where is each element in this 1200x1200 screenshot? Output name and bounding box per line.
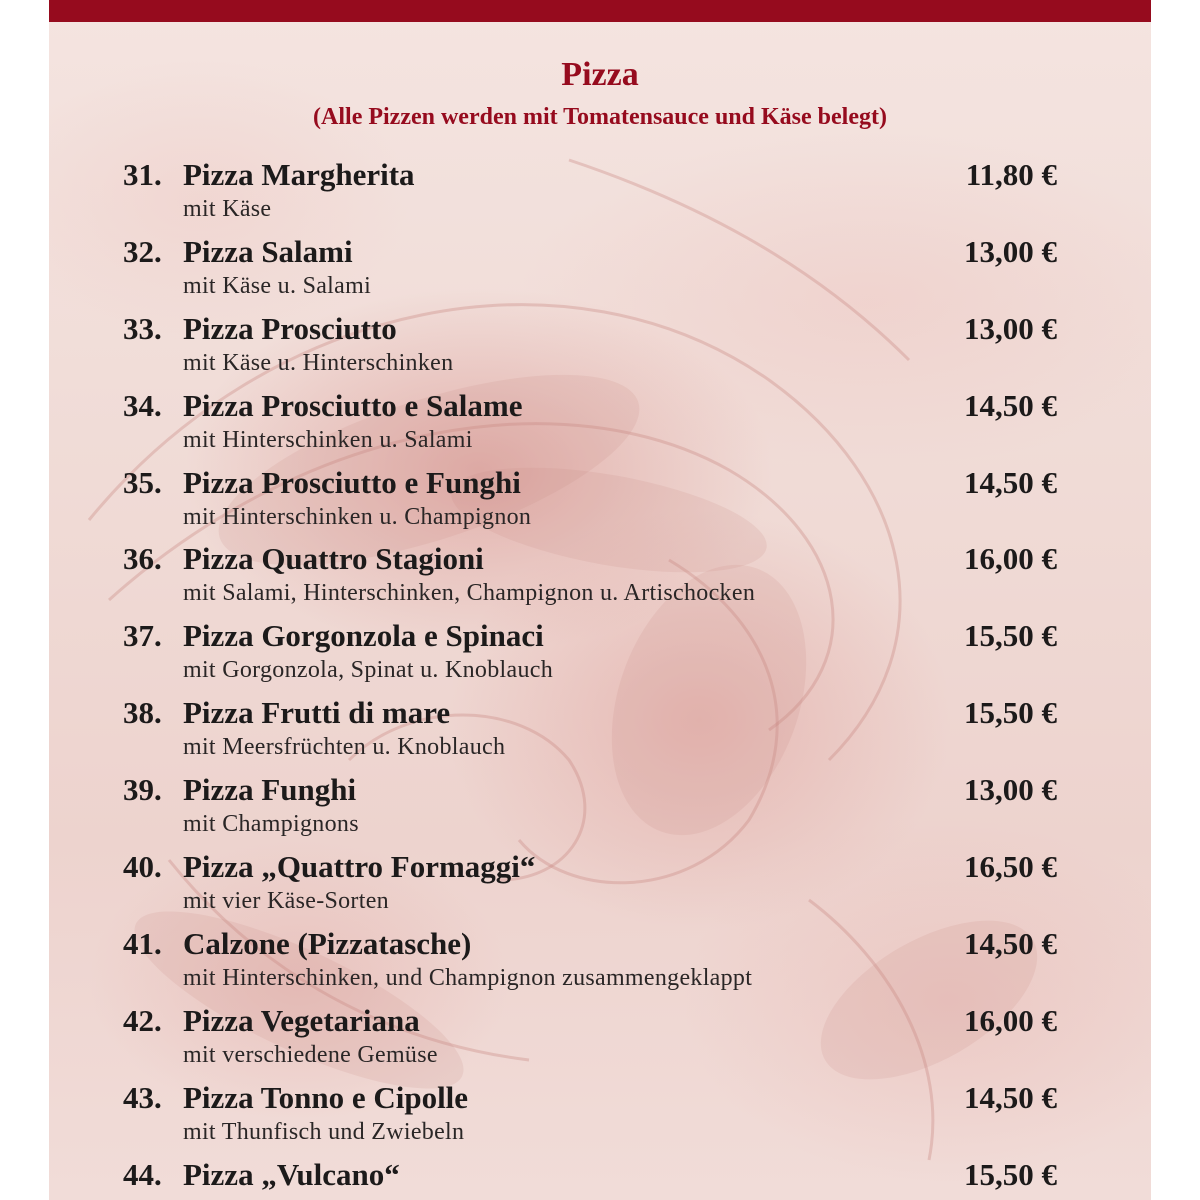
item-name: Pizza Funghi <box>183 772 357 808</box>
item-number: 33. <box>123 310 162 346</box>
item-description: mit verschiedene Gemüse <box>183 1041 438 1068</box>
menu-item <box>49 231 1151 308</box>
item-name: Pizza Prosciutto <box>183 310 397 346</box>
menu-item <box>49 538 1151 615</box>
item-number: 38. <box>123 695 162 731</box>
item-number: 39. <box>123 772 162 808</box>
item-description: mit Gorgonzola, Spinat u. Knoblauch <box>183 657 554 684</box>
menu-item-list <box>49 154 1151 1200</box>
menu-item <box>49 1077 1151 1154</box>
menu-item <box>49 308 1151 385</box>
item-number: 44. <box>123 1156 162 1192</box>
item-name: Pizza Quattro Stagioni <box>183 541 484 577</box>
item-price: 16,00 € <box>964 541 1057 577</box>
item-price: 14,50 € <box>964 464 1057 500</box>
item-name: Pizza Frutti di mare <box>183 695 451 731</box>
item-price: 15,50 € <box>964 1156 1057 1192</box>
menu-subtitle: (Alle Pizzen werden mit Tomatensauce und Käse belegt) <box>313 104 887 130</box>
item-number: 41. <box>123 925 162 961</box>
item-name: Pizza Prosciutto e Salame <box>183 387 523 423</box>
item-number: 40. <box>123 849 162 885</box>
item-description: mit Käse u. Salami <box>183 272 372 299</box>
item-name: Pizza Gorgonzola e Spinaci <box>183 618 544 654</box>
item-number: 35. <box>123 464 162 500</box>
item-name: Pizza Margherita <box>183 157 415 192</box>
item-price: 14,50 € <box>964 925 1057 961</box>
item-description: mit vier Käse-Sorten <box>183 888 389 915</box>
item-number: 36. <box>123 541 162 577</box>
menu-item <box>49 692 1151 769</box>
menu-item <box>49 154 1151 231</box>
menu-item <box>49 923 1151 1000</box>
item-price: 14,50 € <box>964 1079 1057 1115</box>
item-number: 42. <box>123 1002 162 1038</box>
item-price: 13,00 € <box>964 310 1057 346</box>
item-name: Pizza „Vulcano“ <box>183 1156 400 1192</box>
item-description: mit Hinterschinken, und Champignon zusammengeklappt <box>183 964 753 991</box>
item-description: mit Käse <box>183 196 272 222</box>
item-price: 15,50 € <box>964 618 1057 654</box>
item-description: mit Hinterschinken u. Salami <box>183 426 473 453</box>
item-name: Pizza Tonno e Cipolle <box>183 1079 469 1115</box>
item-number: 32. <box>123 233 162 269</box>
item-name: Calzone (Pizzatasche) <box>183 925 472 961</box>
item-description: mit Thunfisch und Zwiebeln <box>183 1118 465 1145</box>
item-description: mit Meersfrüchten u. Knoblauch <box>183 734 506 761</box>
item-description: mit Käse u. Hinterschinken <box>183 349 454 376</box>
menu-item <box>49 769 1151 846</box>
item-number: 43. <box>123 1079 162 1115</box>
item-name: Pizza Prosciutto e Funghi <box>183 464 521 500</box>
item-number: 31. <box>123 157 162 192</box>
item-name: Pizza Salami <box>183 233 353 269</box>
menu-item <box>49 615 1151 692</box>
menu-item <box>49 462 1151 539</box>
menu-title: Pizza <box>561 56 639 93</box>
top-color-bar <box>49 0 1151 22</box>
item-description: mit Champignons <box>183 811 359 838</box>
item-price: 15,50 € <box>964 695 1057 731</box>
item-number: 37. <box>123 618 162 654</box>
item-price: 13,00 € <box>964 772 1057 808</box>
item-name: Pizza Vegetariana <box>183 1002 420 1038</box>
item-price: 13,00 € <box>964 233 1057 269</box>
menu-item <box>49 846 1151 923</box>
item-description: mit Salami, Hinterschinken, Champignon u. Artischocken <box>183 580 756 607</box>
item-number: 34. <box>123 387 162 423</box>
item-name: Pizza „Quattro Formaggi“ <box>183 849 536 885</box>
item-price: 16,50 € <box>964 849 1057 885</box>
menu-item <box>49 385 1151 462</box>
menu-paper <box>49 0 1151 1200</box>
item-price: 16,00 € <box>964 1002 1057 1038</box>
item-price: 11,80 € <box>965 157 1057 192</box>
item-price: 14,50 € <box>964 387 1057 423</box>
menu-item <box>49 1154 1151 1200</box>
menu-item <box>49 1000 1151 1077</box>
item-description: mit Hinterschinken u. Champignon <box>183 503 532 530</box>
